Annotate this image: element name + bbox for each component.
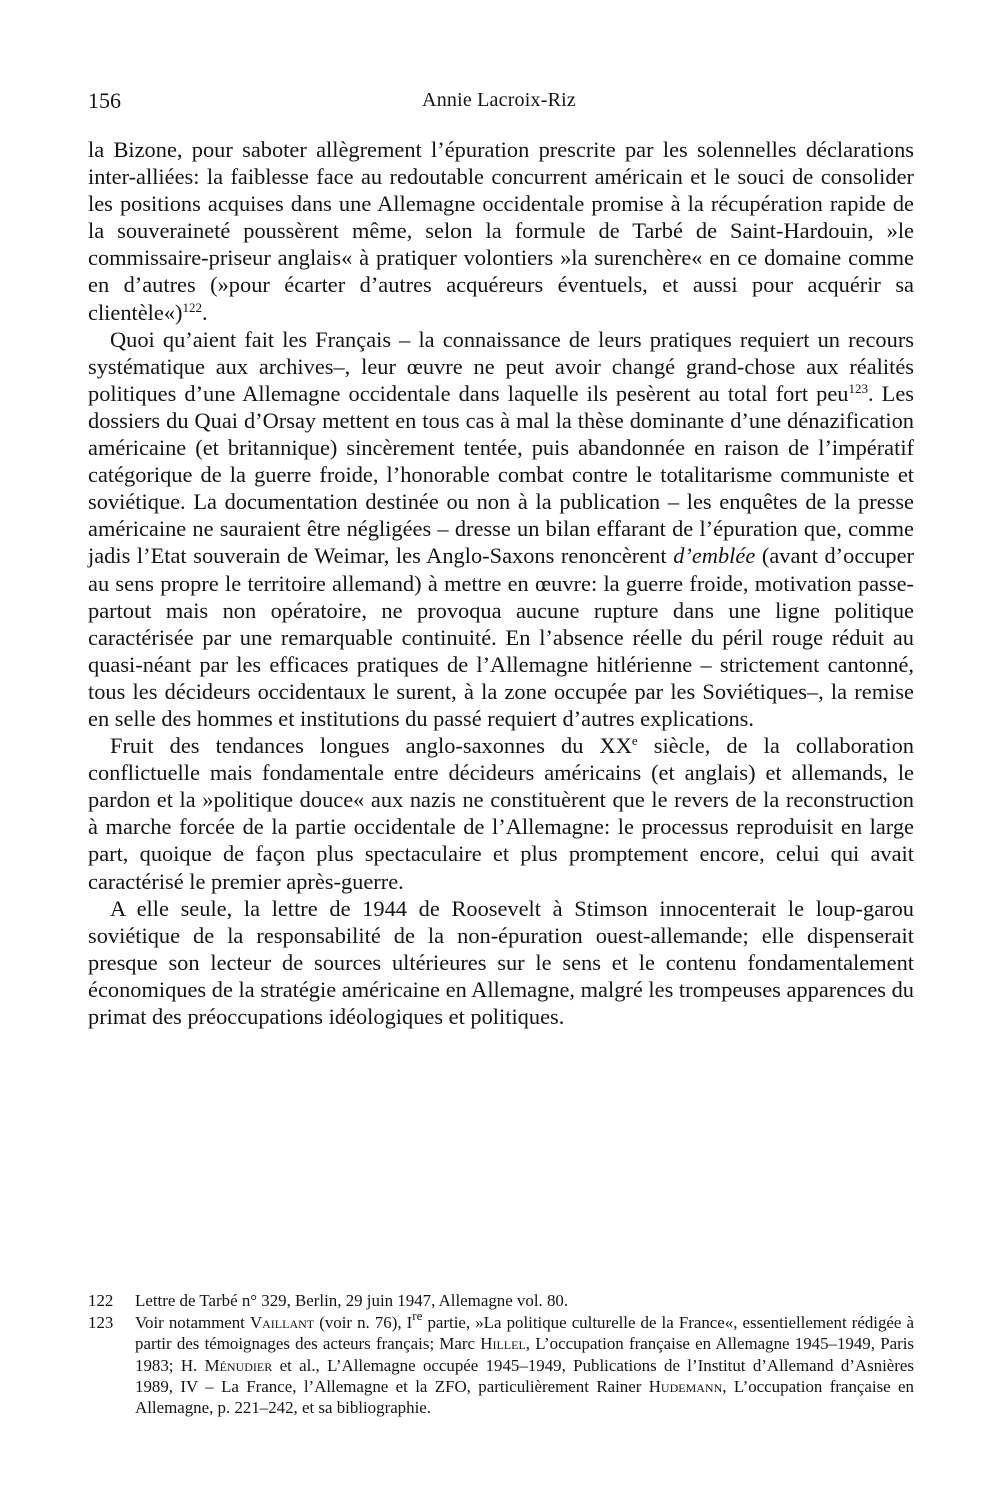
author-name: Ménudier <box>204 1355 273 1375</box>
text-run: , L’occupation française en Allemagne 1945–1949, Paris 1983; H. <box>135 1334 914 1375</box>
superscript: 122 <box>182 299 202 315</box>
superscript: 123 <box>848 380 868 396</box>
author-name: Vaillant <box>249 1313 315 1333</box>
running-head: Annie Lacroix-Riz <box>422 89 576 111</box>
text-run: (voir n. 76), I <box>314 1313 413 1333</box>
paragraph-2 <box>88 326 914 732</box>
page-header <box>88 88 910 118</box>
italic-run: d’emblée <box>673 543 756 569</box>
footnote-number: 123 <box>88 1313 114 1333</box>
paragraph-4 <box>88 895 914 1030</box>
footnote-122 <box>88 1290 914 1311</box>
text-run: et al., L’Allemagne occupée 1945–1949, Publications de l’Institut d’Allemand d’Asnières 1989, IV – La France, l’Allemagne et la ZFO, particulièrement Rainer <box>135 1355 915 1396</box>
text-run: , L’occupation française en Allemagne, p. 221–242, et sa bibliographie. <box>135 1376 914 1418</box>
body-text <box>88 136 914 1030</box>
text-run: Lettre de Tarbé n° 329, Berlin, 29 juin 1947, Allemagne vol. 80. <box>135 1291 569 1310</box>
superscript: re <box>412 1308 423 1324</box>
text-run: partie, »La politique culturelle de la France«, essentiellement rédigée à partir des témoignages des acteurs français; Marc <box>135 1313 914 1354</box>
text-run: Fruit des tendances longues anglo-saxonnes du XX <box>110 733 632 759</box>
author-name: Hudemann <box>648 1376 723 1396</box>
footnote-text <box>135 1308 915 1418</box>
paragraph-1 <box>88 136 914 326</box>
footnote-text <box>135 1291 568 1310</box>
text-run: . Les dossiers du Quai d’Orsay mettent en tous cas à mal la thèse dominante d’une dénazification américaine (et britannique) sincèrement tentée, puis abandonnée en raison de l’impératif catégorique de la guerre froide, l’honorable combat contre le totalitarisme communiste et soviétique. La documentation destinée ou non à la publication – les enquêtes de la presse américaine ne sauraient être négligées – dresse un bilan effarant de l’épuration que, comme jadis l’Etat souverain de Weimar, les Anglo-Saxons renoncèrent <box>88 380 914 569</box>
text-run: (avant d’occuper au sens propre le territoire allemand) à mettre en œuvre: la guerre froide, motivation passe-partout mais non opératoire, ne provoqua aucune rupture dans une ligne politique caractérisée par une remarquable continuité. En l’absence réelle du péril rouge réduit au quasi-néant par les efficaces pratiques de l’Allemagne hitlérienne – strictement cantonné, tous les décideurs occidentaux le surent, à la zone occupée par les Soviétiques–, la remise en selle des hommes et institutions du passé requiert d’autres explications. <box>88 543 914 731</box>
text-run: siècle, de la collaboration conflictuelle mais fondamentale entre décideurs américains (et anglais) et allemands, le pardon et la »politique douce« aux nazis ne constituèrent que le revers de la reconstruction à marche forcée de la partie occidentale de l’Allemagne: le processus reproduisit en large part, quoique de façon plus spectaculaire et plus promptement encore, celui qui avait caractérisé le premier après-guerre. <box>88 733 914 894</box>
text-run: Voir notamment <box>135 1313 250 1333</box>
page-number: 156 <box>88 88 121 113</box>
paragraph-3 <box>88 732 914 895</box>
superscript: e <box>631 733 638 749</box>
footnotes <box>88 1290 914 1419</box>
text-run: A elle seule, la lettre de 1944 de Roosevelt à Stimson innocenterait le loup-garou soviétique de la responsabilité de la non-épuration ouest-allemande; elle dispenserait presque son lecteur de sources ultérieures sur le sens et le contenu fondamentalement économiques de la stratégie américaine en Allemagne, malgré les trompeuses apparences du primat des préoccupations idéologiques et politiques. <box>88 895 914 1029</box>
footnote-123 <box>88 1308 915 1418</box>
text-run: Quoi qu’aient fait les Français – la connaissance de leurs pratiques requiert un recours systématique aux archives–, leur œuvre ne peut avoir changé grand-chose aux réalités politiques d’une Allemagne occidentale dans laquelle ils pesèrent au total fort peu <box>88 326 914 406</box>
text-run: . <box>201 299 208 325</box>
author-name: Hillel <box>480 1334 526 1354</box>
text-run: la Bizone, pour saboter allègrement l’épuration prescrite par les solennelles déclarations inter-alliées: la faiblesse face au redoutable concurrent américain et le souci de consolider les positions acquises dans une Allemagne occidentale promise à la récupération rapide de la souveraineté poussèrent même, selon la formule de Tarbé de Saint-Hardouin, »le commissaire-priseur anglais« à pratiquer volontiers »la surenchère« en ce domaine comme en d’autres (»pour écarter d’autres acquéreurs éventuels, et aussi pour acquérir sa clientèle«) <box>88 137 914 325</box>
footnote-number: 122 <box>88 1291 114 1310</box>
